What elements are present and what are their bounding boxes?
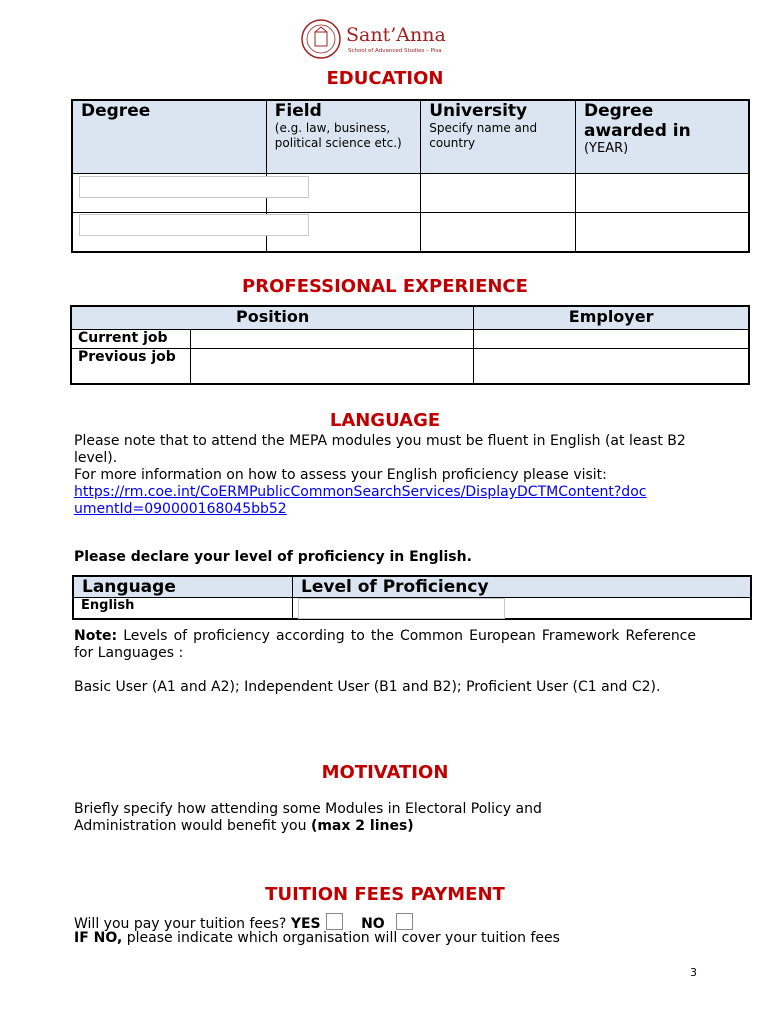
year-cell[interactable] — [575, 174, 749, 213]
motivation-heading: MOTIVATION — [321, 762, 449, 783]
proficiency-input[interactable] — [298, 598, 505, 619]
table-row — [71, 330, 749, 349]
education-heading: EDUCATION — [326, 68, 444, 89]
language-note: Please note that to attend the MEPA modules you must be fluent in English (at least B2 level). For more information on how to assess your English proficiency please visit: https://rm.coe.int/CoERMPublicCommonSearchServices/DisplayDCTMContent?documentId=090000168045bb52 — [74, 433, 686, 517]
university-cell[interactable] — [421, 174, 576, 213]
levels-text: Basic User (A1 and A2); Independent User (B1 and B2); Proficient User (C1 and C2). — [74, 679, 661, 695]
professional-header-row — [71, 306, 749, 330]
professional-heading: PROFESSIONAL EXPERIENCE — [242, 276, 528, 297]
no-checkbox[interactable] — [396, 913, 413, 930]
professional-table — [70, 305, 750, 385]
header-degree: Degree — [72, 100, 266, 174]
position-cell[interactable] — [191, 330, 474, 349]
declare-text: Please declare your level of proficiency in English. — [74, 549, 472, 565]
seal-icon — [300, 18, 342, 60]
row-label-current-job: Current job — [71, 330, 191, 349]
header-position: Position — [71, 306, 474, 330]
year-cell[interactable] — [575, 213, 749, 253]
motivation-text: Briefly specify how attending some Modules in Electoral Policy and Administration would benefit you (max 2 lines) — [74, 801, 542, 834]
header-field: Field (e.g. law, business, political science etc.) — [266, 100, 420, 174]
university-cell[interactable] — [421, 213, 576, 253]
table-row — [71, 349, 749, 385]
page-number: 3 — [690, 966, 697, 979]
tuition-ifno: IF NO, please indicate which organisation will cover your tuition fees — [74, 930, 560, 946]
position-cell[interactable] — [191, 349, 474, 385]
header-employer: Employer — [474, 306, 749, 330]
language-heading: LANGUAGE — [329, 410, 441, 431]
education-header-row — [72, 100, 749, 174]
language-english: English — [73, 598, 293, 620]
degree-input[interactable] — [79, 214, 309, 236]
employer-cell[interactable] — [474, 330, 749, 349]
proficiency-link[interactable]: https://rm.coe.int/CoERMPublicCommonSearchServices/DisplayDCTMContent?documentId=090000168045bb52 — [74, 484, 647, 517]
yes-checkbox[interactable] — [326, 913, 343, 930]
tuition-question: Will you pay your tuition fees? YES NO — [74, 913, 714, 933]
employer-cell[interactable] — [474, 349, 749, 385]
levels-note: Note: Levels of proficiency according to the Common European Framework Reference for Languages : — [74, 628, 696, 661]
header-degree-awarded: Degree awarded in (YEAR) — [575, 100, 749, 174]
degree-input[interactable] — [79, 176, 309, 198]
header-university: University Specify name and country — [421, 100, 576, 174]
language-header-row — [73, 576, 751, 598]
logo-subtitle: School of Advanced Studies – Pisa — [348, 48, 442, 54]
logo-name: Sant’Anna — [346, 24, 446, 46]
header-proficiency: Level of Proficiency — [293, 576, 752, 598]
tuition-heading: TUITION FEES PAYMENT — [265, 884, 505, 905]
row-label-previous-job: Previous job — [71, 349, 191, 385]
header-language: Language — [73, 576, 293, 598]
logo — [300, 18, 460, 62]
